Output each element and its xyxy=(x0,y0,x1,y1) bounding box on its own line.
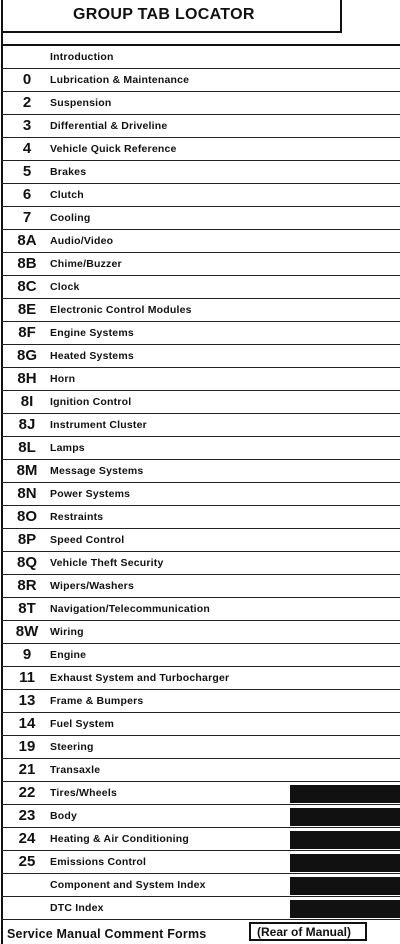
group-row[interactable] xyxy=(1,414,400,437)
group-label: Lamps xyxy=(50,442,85,454)
group-row[interactable] xyxy=(1,667,400,690)
group-row[interactable] xyxy=(1,230,400,253)
group-row[interactable] xyxy=(1,851,400,874)
group-label: Fuel System xyxy=(50,718,115,730)
group-label: Horn xyxy=(50,373,76,385)
group-label: Vehicle Theft Security xyxy=(50,557,164,569)
group-row[interactable] xyxy=(1,138,400,161)
group-label: Audio/Video xyxy=(50,235,114,247)
group-row[interactable] xyxy=(1,529,400,552)
group-row[interactable] xyxy=(1,759,400,782)
group-label: Message Systems xyxy=(50,465,144,477)
group-row[interactable] xyxy=(1,506,400,529)
group-number: 8C xyxy=(17,278,37,295)
group-label: Component and System Index xyxy=(50,879,206,891)
group-number: 8E xyxy=(17,301,37,318)
group-number: 9 xyxy=(22,646,32,663)
group-label: Exhaust System and Turbocharger xyxy=(50,672,230,684)
group-row[interactable] xyxy=(1,621,400,644)
group-label: Speed Control xyxy=(50,534,125,546)
group-number: 8G xyxy=(16,347,37,364)
group-number: 8Q xyxy=(16,554,37,571)
group-label: Heated Systems xyxy=(50,350,134,362)
group-label: Lubrication & Maintenance xyxy=(50,74,190,86)
group-row[interactable] xyxy=(1,115,400,138)
group-row[interactable] xyxy=(1,276,400,299)
footer xyxy=(1,922,400,944)
group-label: Power Systems xyxy=(50,488,131,500)
group-row[interactable] xyxy=(1,644,400,667)
group-number: 24 xyxy=(18,830,36,847)
group-row[interactable] xyxy=(1,805,400,828)
group-row[interactable] xyxy=(1,690,400,713)
group-row[interactable] xyxy=(1,736,400,759)
group-row[interactable] xyxy=(1,460,400,483)
title-box xyxy=(1,0,342,33)
black-tab-marker xyxy=(290,831,400,849)
group-number: 23 xyxy=(18,807,36,824)
group-label: Tires/Wheels xyxy=(50,787,117,799)
group-row[interactable] xyxy=(1,184,400,207)
group-row[interactable] xyxy=(1,874,400,897)
group-label: Engine Systems xyxy=(50,327,134,339)
group-number: 8N xyxy=(17,485,37,502)
group-number: 8M xyxy=(16,462,38,479)
group-row[interactable] xyxy=(1,322,400,345)
group-label: Engine xyxy=(50,649,87,661)
group-label: Frame & Bumpers xyxy=(50,695,144,707)
group-row[interactable] xyxy=(1,437,400,460)
group-label: Emissions Control xyxy=(50,856,147,868)
group-row[interactable] xyxy=(1,299,400,322)
group-number: 8O xyxy=(16,508,37,525)
group-number: 8W xyxy=(15,623,39,640)
group-row[interactable] xyxy=(1,552,400,575)
group-label: Vehicle Quick Reference xyxy=(50,143,177,155)
group-row[interactable] xyxy=(1,391,400,414)
black-tab-marker xyxy=(290,808,400,826)
group-number: 21 xyxy=(18,761,36,778)
group-number: 8A xyxy=(17,232,37,249)
group-row[interactable] xyxy=(1,483,400,506)
group-label: Clock xyxy=(50,281,80,293)
group-row[interactable] xyxy=(1,713,400,736)
black-tab-marker xyxy=(290,877,400,895)
group-number: 22 xyxy=(18,784,36,801)
group-row[interactable] xyxy=(1,345,400,368)
group-number: 4 xyxy=(22,140,32,157)
group-number: 8B xyxy=(17,255,37,272)
group-label: Navigation/Telecommunication xyxy=(50,603,211,615)
group-label: Introduction xyxy=(50,51,114,63)
group-row[interactable] xyxy=(1,207,400,230)
group-number: 19 xyxy=(18,738,36,755)
group-label: Steering xyxy=(50,741,94,753)
group-label: DTC Index xyxy=(50,902,104,914)
group-label: Cooling xyxy=(50,212,91,224)
group-number: 8P xyxy=(17,531,37,548)
group-number: 8H xyxy=(17,370,37,387)
group-row[interactable] xyxy=(1,828,400,851)
group-number: 2 xyxy=(22,94,32,111)
group-row[interactable] xyxy=(1,598,400,621)
group-number: 7 xyxy=(22,209,32,226)
group-number: 13 xyxy=(18,692,36,709)
group-number: 8F xyxy=(18,324,36,341)
group-row[interactable] xyxy=(1,575,400,598)
group-label: Body xyxy=(50,810,78,822)
black-tab-marker xyxy=(290,785,400,803)
group-label: Brakes xyxy=(50,166,87,178)
group-number: 25 xyxy=(18,853,36,870)
group-row[interactable] xyxy=(1,161,400,184)
group-label: Transaxle xyxy=(50,764,101,776)
black-tab-marker xyxy=(290,900,400,918)
footer-rear-of-manual: (Rear of Manual) xyxy=(257,925,352,939)
group-label: Instrument Cluster xyxy=(50,419,147,431)
group-label: Electronic Control Modules xyxy=(50,304,192,316)
group-number: 8L xyxy=(18,439,36,456)
black-tab-marker xyxy=(290,854,400,872)
group-label: Suspension xyxy=(50,97,112,109)
group-label: Differential & Driveline xyxy=(50,120,168,132)
group-number: 14 xyxy=(18,715,36,732)
group-label: Restraints xyxy=(50,511,104,523)
group-number: 8I xyxy=(20,393,34,410)
group-row[interactable] xyxy=(1,46,400,69)
group-number: 0 xyxy=(22,71,32,88)
group-number: 8R xyxy=(17,577,37,594)
page-title: GROUP TAB LOCATOR xyxy=(73,6,255,23)
group-number: 11 xyxy=(19,669,35,686)
group-number: 3 xyxy=(22,117,32,134)
group-label: Chime/Buzzer xyxy=(50,258,122,270)
group-row[interactable] xyxy=(1,69,400,92)
group-row[interactable] xyxy=(1,782,400,805)
group-row[interactable] xyxy=(1,92,400,115)
footer-rear-box xyxy=(249,922,367,941)
group-label: Wiring xyxy=(50,626,84,638)
group-row[interactable] xyxy=(1,368,400,391)
group-row[interactable] xyxy=(1,897,400,920)
group-number: 5 xyxy=(22,163,32,180)
group-label: Wipers/Washers xyxy=(50,580,135,592)
group-row[interactable] xyxy=(1,253,400,276)
group-number: 8T xyxy=(18,600,36,617)
group-number: 8J xyxy=(18,416,36,433)
group-number: 6 xyxy=(22,186,32,203)
group-label: Heating & Air Conditioning xyxy=(50,833,189,845)
group-label: Clutch xyxy=(50,189,84,201)
footer-comment-forms: Service Manual Comment Forms xyxy=(7,927,207,941)
group-label: Ignition Control xyxy=(50,396,132,408)
